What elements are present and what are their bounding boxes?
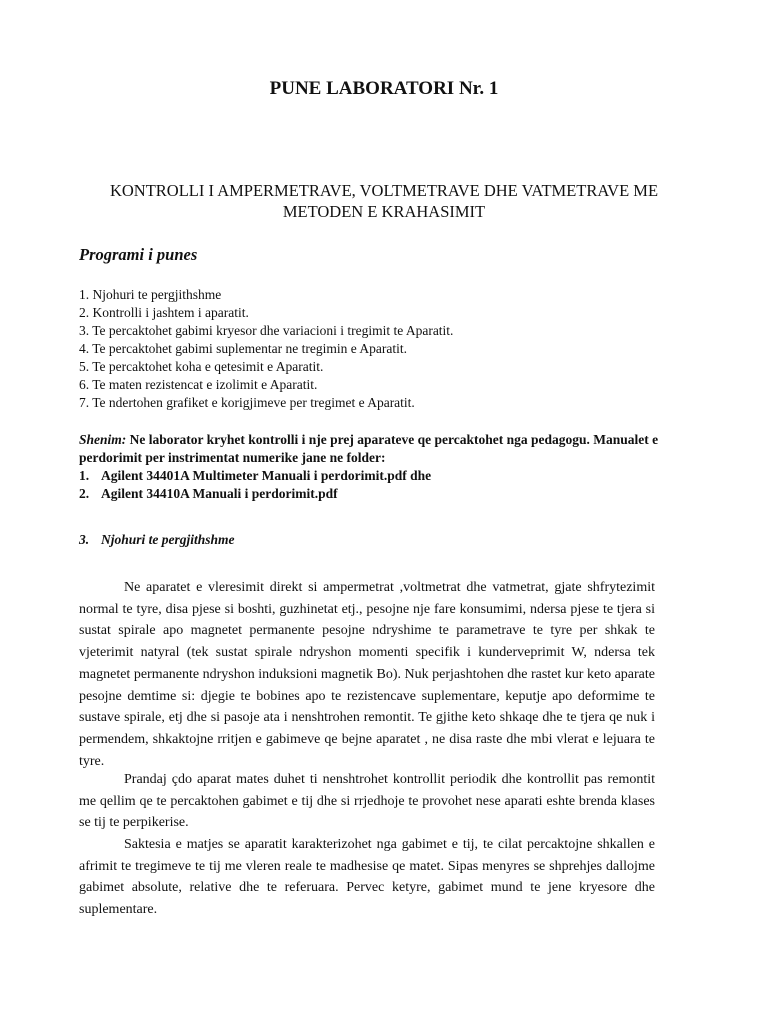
section-number: 3.: [79, 532, 90, 547]
note-block: [79, 431, 699, 503]
page-title: PUNE LABORATORI Nr. 1: [269, 78, 499, 99]
note-list-item: [79, 485, 699, 503]
note-list-item: [79, 467, 699, 485]
list-item: 4. Te percaktohet gabimi suplementar ne tregimin e Aparatit.: [79, 341, 407, 356]
list-item: 5. Te percaktohet koha e qetesimit e Aparatit.: [79, 359, 324, 374]
document-subtitle: [70, 180, 698, 222]
section-title: Njohuri te pergjithshme: [101, 532, 235, 547]
note-text: Ne laborator kryhet kontrolli i nje prej aparateve qe percaktohet nga pedagogu. Manualet e perdorimit per instrimentat numerike jane ne folder:: [79, 432, 659, 465]
subtitle-line: KONTROLLI I AMPERMETRAVE, VOLTMETRAVE DHE VATMETRAVE ME: [109, 181, 659, 200]
note-list: [79, 467, 699, 503]
list-item: 6. Te maten rezistencat e izolimit e Aparatit.: [79, 377, 318, 392]
body-paragraph: Ne aparatet e vleresimit direkt si ampermetrat ,voltmetrat dhe vatmetrat, gjate shfrytezimit normal te tyre, disa pjese si boshti, guzhinetat etj., pesojne nje fare konsumimi, ndersa pjese te tjera si sustat spirale apo magnetet permanente pesojne ndryshime te parametrave te tyre per shkak te vjeterimit natyral (tek sustat spirale ndryshon momenti specifik i kunderveprimit W, ndersa tek magnetet permanente ndryshon induksioni magnetik Bo). Nuk perjashtohen dhe rastet kur keto aparate pesojne demtime si: djegie te bobines apo te rezistencave suplementare, keputje apo deformime te sustave spirale, etj dhe si pasoje ata i nenshtrohen remontit. Te gjithe keto shkaqe dhe te tjera qe nuk i permendem, shkaktojne rritjen e gabimeve qe bejne aparatet , ne disa raste dhe mbi vlerat e lejuara te tyre.: [79, 580, 655, 769]
list-item: 7. Te ndertohen grafiket e korigjimeve per tregimet e Aparatit.: [79, 395, 415, 410]
note-item-number: 2.: [79, 486, 90, 501]
list-item: 2. Kontrolli i jashtem i aparatit.: [79, 305, 249, 320]
note-paragraph: [79, 431, 699, 467]
list-item: 1. Njohuri te pergjithshme: [79, 287, 222, 302]
body-paragraph: Prandaj çdo aparat mates duhet ti nenshtrohet kontrollit periodik dhe kontrollit pas remontit me qellim qe te percaktohen gabimet e tij dhe si rrjedhoje te provohet nese aparati eshte brenda klases se tij te perpikerise.: [79, 772, 655, 831]
list-item: 3. Te percaktohet gabimi kryesor dhe variacioni i tregimit te Aparatit.: [79, 323, 454, 338]
note-item-text: Agilent 34410A Manuali i perdorimit.pdf: [101, 486, 338, 501]
program-heading: Programi i punes: [79, 245, 198, 264]
body-paragraph: Saktesia e matjes se aparatit karakterizohet nga gabimet e tij, te cilat percaktojne shkallen e afrimit te tregimeve te tij me vleren reale te madhesise qe matet. Sipas menyres se shprehjes dallojme gabimet absolute, relative dhe te referuara. Pervec ketyre, gabimet mund te jene kryesore dhe suplementare.: [79, 837, 655, 918]
program-list: [79, 286, 699, 412]
note-item-text: Agilent 34401A Multimeter Manuali i perdorimit.pdf dhe: [101, 468, 432, 483]
subtitle-line: METODEN E KRAHASIMIT: [282, 202, 486, 221]
note-label: Shenim: [79, 432, 122, 447]
section-heading: [79, 532, 235, 548]
note-colon: :: [121, 432, 127, 447]
note-item-number: 1.: [79, 468, 90, 483]
